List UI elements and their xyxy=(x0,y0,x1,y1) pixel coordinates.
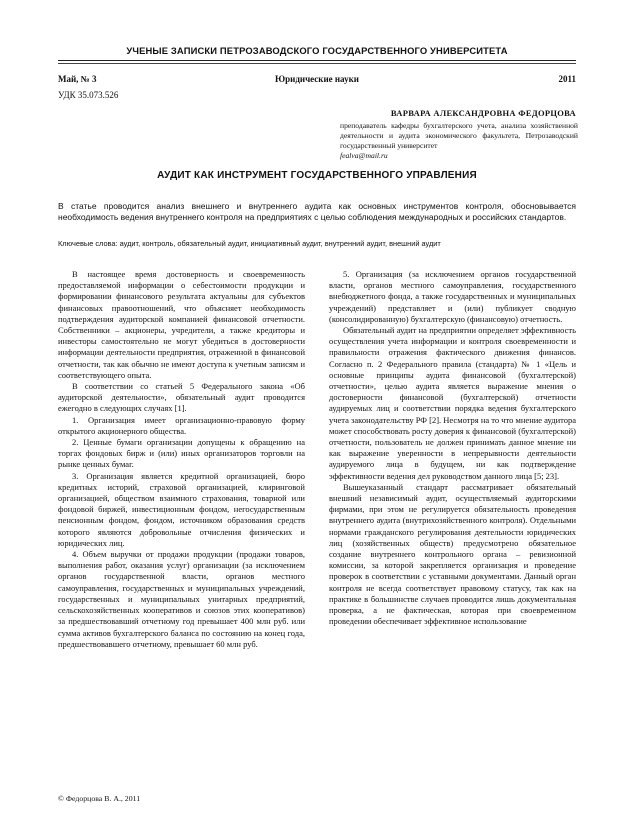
issue-row xyxy=(58,74,576,86)
author-email[interactable]: fealva@mail.ru xyxy=(340,151,388,160)
right-column xyxy=(329,269,576,628)
paragraph: 1. Организация имеет организационно-правовую форму открытого акционерного общества. xyxy=(58,414,305,436)
paragraph: 5. Организация (за исключением органов государственной власти, органов местного самоуправления, государственного внебюджетного фонда, а также государственных и муниципальных учреждений) представляет и (или) публикует сводную (консолидированную) бухгалтерскую (финансовую) отчетность. xyxy=(329,269,576,324)
issue-number: Май, № 3 xyxy=(58,74,97,84)
author-name: ВАРВАРА АЛЕКСАНДРОВНА ФЕДОРЦОВА xyxy=(390,108,576,118)
udk-code: УДК 35.073.526 xyxy=(58,90,119,100)
article-title: АУДИТ КАК ИНСТРУМЕНТ ГОСУДАРСТВЕННОГО УПРАВЛЕНИЯ xyxy=(157,170,477,181)
paragraph: 3. Организация является кредитной организацией, бюро кредитных историй, страховой организацией, клиринговой организацией, обществом взаимного страхования, товарной или фондовой биржей, инвестиционным фондом, негосударственным пенсионным фондом, фондом, источником образования средств которого являются добровольные отчисления физических и юридических лиц. xyxy=(58,470,305,548)
section-name: Юридические науки xyxy=(275,74,359,84)
copyright-footer: © Федорцова В. А., 2011 xyxy=(58,794,141,803)
paragraph: 2. Ценные бумаги организации допущены к обращению на торгах фондовых бирж и (или) иных организаторов торговли на рынке ценных бумаг. xyxy=(58,437,305,470)
paragraph: Обязательный аудит на предприятии определяет эффективность осуществления учета информации и контроля своевременности и правильности отражения фактического движения финансов. Согласно п. 2 Федерального правила (стандарта) № 1 «Цель и основные принципы аудита финансовой (бухгалтерской) отчетности», целью аудита является выражение мнения о достоверности финансовой (бухгалтерской) отчетности аудируемых лиц и соответствии порядка ведения бухгалтерского учета законодательству РФ [2]. Несмотря на то что мнение аудитора может способствовать росту доверия к финансовой (бухгалтерской) отчетности, пользователь не должен принимать данное мнение ни как выражение уверенности в непрерывности деятельности аудируемого лица в будущем, ни как подтверждение эффективности ведения дел руководством данного лица [5; 23]. xyxy=(329,325,576,481)
left-column xyxy=(58,269,305,650)
issue-year: 2011 xyxy=(558,74,576,84)
header-rule-thin xyxy=(58,63,576,64)
abstract: В статье проводится анализ внешнего и внутреннего аудита как основных инструментов контроля, обосновывается необходимость ведения внутреннего контроля на предприятиях с целью соблюдения международных и российских стандартов. xyxy=(58,201,576,222)
paragraph: Вышеуказанный стандарт рассматривает обязательный внешний независимый аудит, осуществляемый аудиторскими фирмами, при этом не регулируется обязательность проведения внутреннего аудита (внутрихозяйственного контроля). Отдельными нормами гражданского регулирования деятельности юридических лиц (хозяйственных обществ) предусмотрено обязательное создание внутреннего контрольного органа – ревизионной комиссии, за которой закрепляется организация и проведение проверок в соответствии с уставными документами. Данный орган контроля не всегда соответствует правовому статусу, так как на практике в большинстве случаев проводится лишь документальная проверка, а не фактическая, которая при своевременном проведении обеспечивает эффективное использование xyxy=(329,481,576,627)
paragraph: В настоящее время достоверность и своевременность предоставляемой информации о себестоимости продукции и формировании финансового результата актуальны для субъектов финансовых правоотношений, что объясняет необходимость подтверждения аудиторской компанией финансовой отчетности. Собственники – акционеры, учредители, а также кредиторы и инвесторы самостоятельно не могут убедиться в достоверности информации деятельности предприятия, отраженной в финансовой отчетности, так как обычно не имеют доступа к учетным записям и соответствующего опыта. xyxy=(58,269,305,380)
author-affiliation: преподаватель кафедры бухгалтерского учета, анализа хозяйственной деятельности и аудита экономического факультета, Петрозаводский государственный университет xyxy=(340,121,578,150)
keywords: Ключевые слова: аудит, контроль, обязательный аудит, инициативный аудит, внутренний аудит, внешний аудит xyxy=(58,239,441,248)
paragraph: 4. Объем выручки от продажи продукции (продажи товаров, выполнения работ, оказания услуг) организации (за исключением органов государственной власти, органов местного самоуправления, государственных и муниципальных учреждений, государственных и муниципальных унитарных предприятий, сельскохозяйственных кооперативов и союзов этих кооперативов) за предшествовавший отчетному год превышает 400 млн руб. или сумма активов бухгалтерского баланса по состоянию на конец года, предшествовавшего отчетному, превышает 60 млн руб. xyxy=(58,549,305,649)
journal-title: УЧЕНЫЕ ЗАПИСКИ ПЕТРОЗАВОДСКОГО ГОСУДАРСТВЕННОГО УНИВЕРСИТЕТА xyxy=(126,45,508,56)
paragraph: В соответствии со статьей 5 Федерального закона «Об аудиторской деятельности», обязательный аудит проводится ежегодно в следующих случаях [1]. xyxy=(58,381,305,414)
header-rule xyxy=(58,60,576,61)
author-affiliation-block xyxy=(340,121,578,161)
